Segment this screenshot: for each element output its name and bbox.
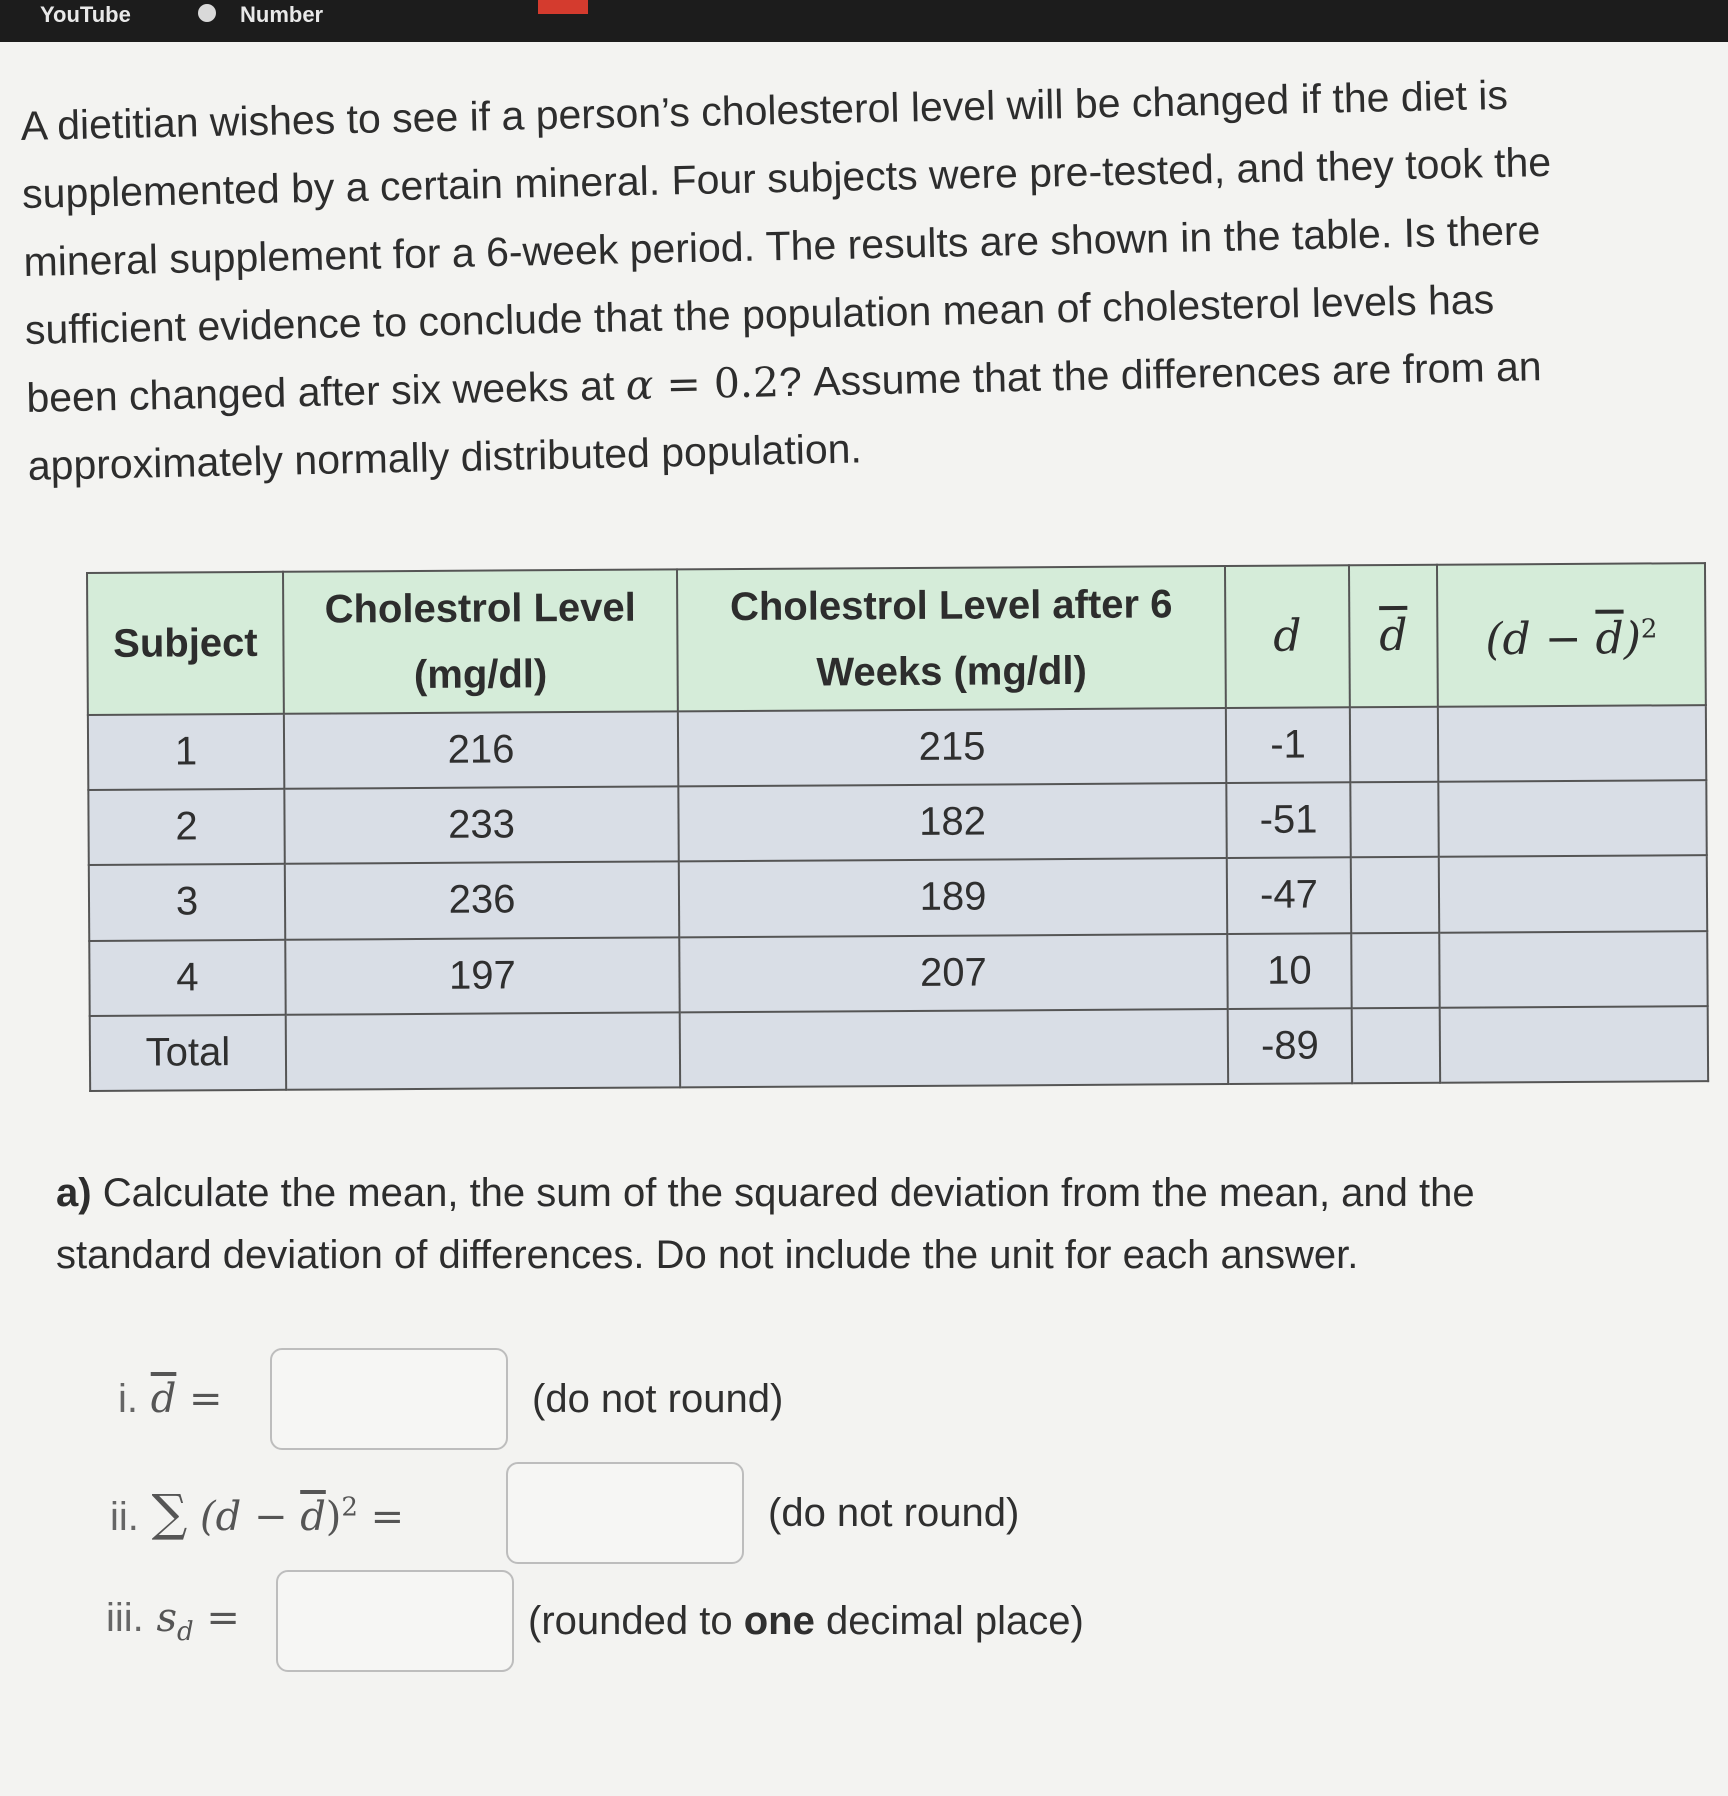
answer-note-i: (do not round) <box>532 1376 784 1421</box>
cell-sq <box>1440 1006 1708 1083</box>
prompt-line-4: sufficient evidence to conclude that the population mean of cholesterol levels has <box>24 276 1495 353</box>
tab-favicon-icon <box>198 4 216 22</box>
cell-before: 216 <box>284 711 678 789</box>
cell-dbar <box>1351 857 1439 933</box>
tab-number[interactable]: Number <box>240 2 324 27</box>
answer-note-iii: (rounded to one decimal place) <box>528 1598 1084 1643</box>
cell-after: 189 <box>679 858 1227 937</box>
cell-dbar <box>1352 1007 1440 1083</box>
answer-note-ii: (do not round) <box>768 1490 1020 1535</box>
prompt-line-5: been changed after six weeks at α = 0.2? Assume that the differences are from an <box>25 343 1543 421</box>
header-squared-deviation: $(d - \overline{d})^2$ <box>1437 563 1706 707</box>
cell-sq <box>1439 855 1707 932</box>
table-row <box>89 855 1707 940</box>
cell-d: 10 <box>1227 933 1351 1009</box>
cell-before: 233 <box>284 787 678 865</box>
cell-dbar <box>1350 707 1438 783</box>
cell-subject: 4 <box>89 939 285 1015</box>
alpha-symbol: α <box>625 360 654 410</box>
table-row <box>88 780 1706 865</box>
answer-label-i: i. $\overline{d}$ = <box>118 1376 223 1422</box>
table-total-row <box>90 1006 1708 1091</box>
mean-difference-input[interactable] <box>270 1348 508 1450</box>
header-d: d <box>1225 565 1350 708</box>
cell-subject: 2 <box>88 789 284 865</box>
browser-topbar <box>0 0 1728 42</box>
cell-d-total: -89 <box>1228 1008 1352 1084</box>
prompt-line-2: supplemented by a certain mineral. Four subjects were pre-tested, and they took the <box>21 138 1552 217</box>
header-after: Cholestrol Level after 6 Weeks (mg/dl) <box>677 566 1226 711</box>
prompt-line-6: approximately normally distributed population. <box>27 425 863 489</box>
cell-d: -51 <box>1226 782 1350 858</box>
tab-youtube[interactable]: YouTube <box>40 2 131 27</box>
sigma-symbol: ∑ <box>151 1484 188 1542</box>
cell-sq <box>1438 705 1706 782</box>
answer-row-iii <box>106 1570 1084 1672</box>
cell-after: 182 <box>678 783 1226 862</box>
tab-red-indicator <box>538 0 588 14</box>
cell-sq <box>1439 931 1707 1008</box>
cell-d: -47 <box>1227 858 1351 934</box>
cell-sq <box>1438 780 1706 857</box>
cell-after: 215 <box>678 708 1226 787</box>
prompt-line-3: mineral supplement for a 6-week period. The results are shown in the table. Is there <box>23 207 1541 285</box>
answer-row-i <box>118 1348 783 1450</box>
table-row <box>89 931 1707 1016</box>
prompt-line-1: A dietitian wishes to see if a person’s cholesterol level will be changed if the diet is <box>20 71 1509 149</box>
cell-d: -1 <box>1226 707 1350 783</box>
cell-dbar <box>1351 932 1439 1008</box>
table-row <box>88 705 1706 790</box>
cell-subject: 3 <box>89 864 285 940</box>
question-label: a) <box>56 1171 92 1215</box>
cell-before: 236 <box>285 862 679 940</box>
answer-label-iii: iii. $s_d$ = <box>106 1595 240 1647</box>
alpha-value: 0.2 <box>713 358 780 408</box>
question-text-1: Calculate the mean, the sum of the squared deviation from the mean, and the <box>91 1171 1475 1215</box>
std-deviation-input[interactable] <box>276 1570 514 1672</box>
answer-row-ii <box>110 1462 1019 1564</box>
cell-subject: 1 <box>88 714 284 790</box>
cell-dbar <box>1350 782 1438 858</box>
cell-after <box>680 1009 1228 1088</box>
cell-after: 207 <box>679 934 1227 1013</box>
header-subject: Subject <box>87 572 284 715</box>
question-a <box>56 1162 1656 1286</box>
cell-total-label: Total <box>90 1015 286 1091</box>
question-text-2: standard deviation of differences. Do not include the unit for each answer. <box>56 1233 1359 1277</box>
cell-before <box>286 1012 680 1090</box>
header-before: Cholestrol Level (mg/dl) <box>283 569 678 713</box>
header-dbar: $\overline{d}$ <box>1349 565 1438 708</box>
table-header-row <box>87 563 1706 715</box>
cell-before: 197 <box>285 937 679 1015</box>
problem-statement <box>20 57 1688 500</box>
answer-label-ii: ii. ∑ $(d - \overline{d})^2$ = <box>110 1484 405 1542</box>
cholesterol-table <box>86 562 1709 1092</box>
sum-squared-deviation-input[interactable] <box>506 1462 744 1564</box>
